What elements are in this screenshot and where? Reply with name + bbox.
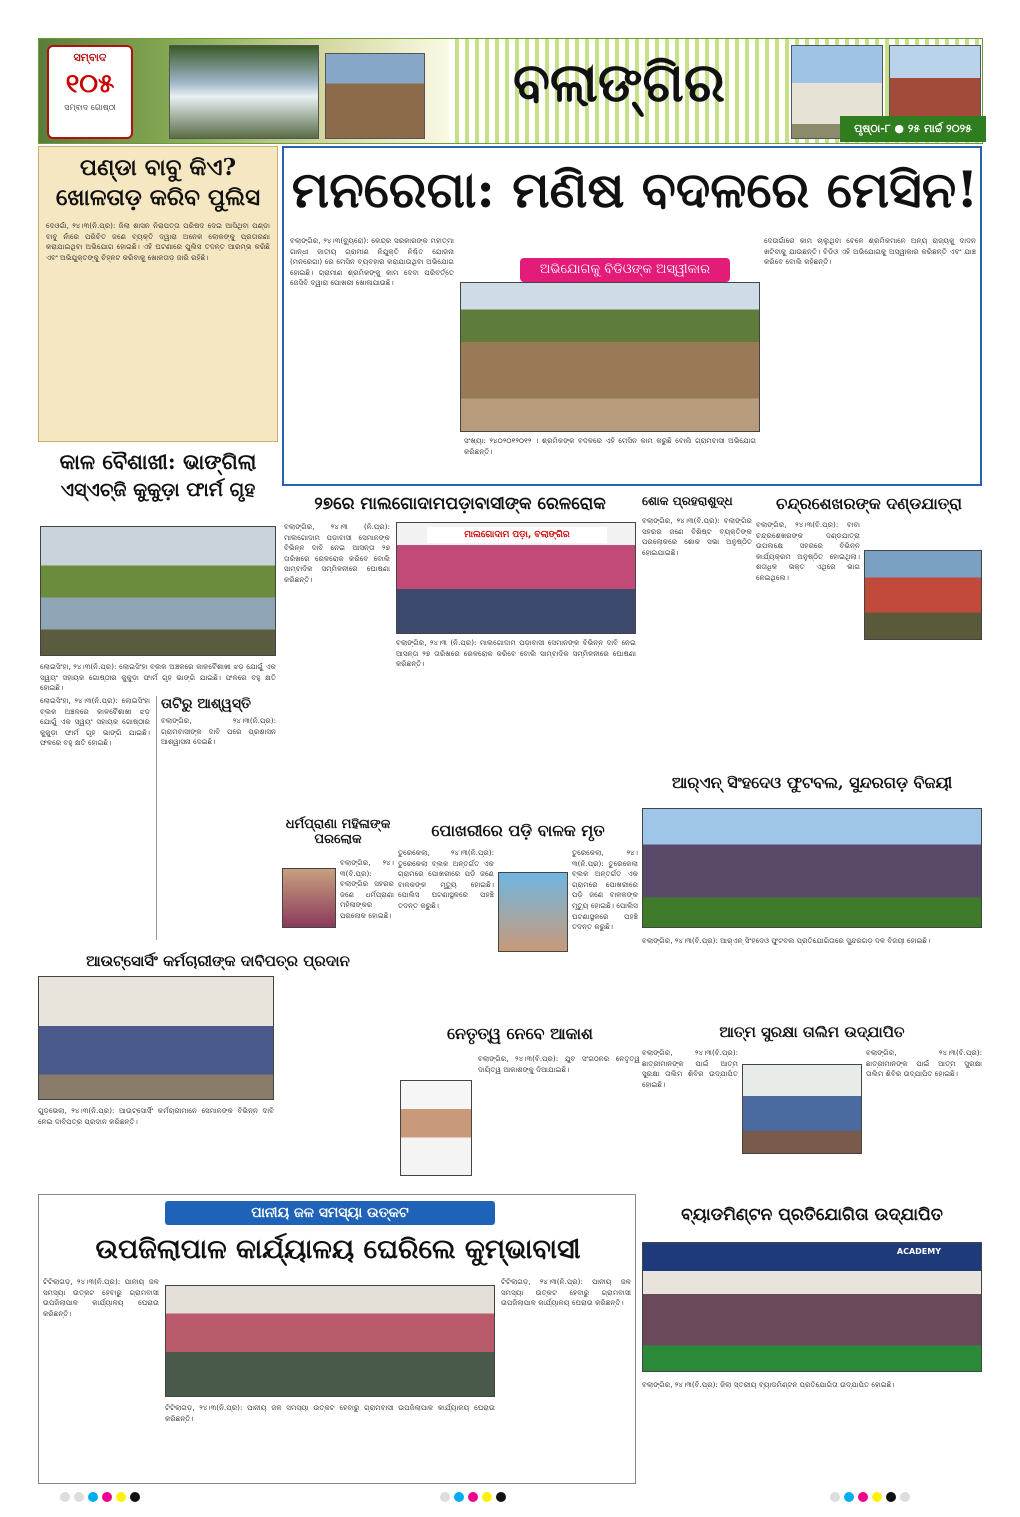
- article-football: [642, 768, 982, 988]
- reg-dot-black: [130, 1492, 140, 1502]
- headline-kalabaisakhi-1: କାଳ ବୈଶାଖୀ: ଭାଙ୍ଗିଲା: [59, 449, 257, 474]
- headline-badminton: ବ୍ୟାଡମିଣ୍ଟନ ପ୍ରତିଯୋଗିତା ଉଦ୍‌ଯାପିତ: [681, 1205, 943, 1225]
- procession-photo: [864, 550, 982, 640]
- article-water: [38, 1194, 636, 1484]
- boy-photo: [498, 872, 568, 952]
- body-water-left: ଟିଟିଲାଗଡ଼, ୨୪।୩(ନି.ପ୍ର): ପାନୀୟ ଜଳ ସମସ୍ୟା ଉତ୍କଟ ହେବାରୁ ଗ୍ରାମବାସୀ ଉପଜିଲାପାଳ କାର୍ଯ୍ୟାଳୟ ଘେରାଉ କରିଛନ୍ତି।: [43, 1277, 159, 1318]
- reg-dot-yellow: [116, 1492, 126, 1502]
- reg-dot-cyan: [88, 1492, 98, 1502]
- reg-dot-magenta: [102, 1492, 112, 1502]
- body-manrega-right: ଦେଉଗାଁରେ କାମ ଚାଲୁଥିବା ବେଳେ ଶ୍ରମିକମାନେ ଅନ୍ୟ ରାଜ୍ୟକୁ ଦାଦନ ଖଟିବାକୁ ଯାଉଛନ୍ତି। ବିଡିଓ ଏହି ଅଭିଯୋଗକୁ ଅସ୍ୱୀକାର କରିଛନ୍ତି ଏବଂ ଯାଞ୍ଚ କରିବେ ବୋଲି କହିଛନ୍ତି।: [764, 236, 976, 267]
- body-kalabaisakhi: ଲୋଇସିଂହା, ୨୪।୩(ନି.ପ୍ର): ଲୋଇସିଂହା ବ୍ଲକ ଅଞ୍ଚଳରେ କାଳବୈଶାଖୀ ଝଡ଼ ଯୋଗୁଁ ଏକ ସ୍ୱୟଂ ସହାୟକ ଗୋଷ୍ଠୀର କୁକୁଡ଼ା ଫାର୍ମ ଗୃହ ଭାଙ୍ଗି ଯାଇଛି। ଫଳରେ ବହୁ କ୍ଷତି ହୋଇଛି।: [40, 662, 276, 692]
- body-water-mid: ଟିଟିଲାଗଡ଼, ୨୪।୩(ନି.ପ୍ର): ପାନୀୟ ଜଳ ସମସ୍ୟା ଉତ୍କଟ ହେବାରୁ ଗ୍ରାମବାସୀ ଉପଜିଲାପାଳ କାର୍ଯ୍ୟାଳୟ ଘେରାଉ କରିଛନ୍ତି।: [165, 1403, 495, 1423]
- woman-portrait: [282, 868, 336, 928]
- newspaper-logo: [47, 45, 133, 139]
- reg-dot: [74, 1492, 84, 1502]
- edition-title: ବଲାଙ୍ଗିର: [513, 50, 725, 114]
- headline-dharmaprana-2: ପରଲୋକ: [314, 831, 362, 847]
- registration-marks-right: [830, 1490, 910, 1504]
- body-pokhari-left: ତୁରେକେଲା, ୨୪।୩(ନି.ପ୍ର): ତୁରେକେଲା ବ୍ଲକ ଅନ୍ତର୍ଗତ ଏକ ଗ୍ରାମରେ ପୋଖରୀରେ ପଡ଼ି ଜଣେ ବାଳକଙ୍କ ମୃତ୍ୟୁ ହୋଇଛି। ପୋଲିସ ଘଟଣାସ୍ଥଳରେ ପହଞ୍ଚି ତଦନ୍ତ କରୁଛି।: [398, 848, 494, 910]
- manrega-tag: ଅଭିଯୋଗକୁ ବିଡିଓଙ୍କ ଅସ୍ୱୀକାର: [520, 258, 730, 282]
- training-photo: [742, 1064, 862, 1154]
- body-badminton: ବଲାଙ୍ଗିର, ୨୪।୩(ବି.ପ୍ର): ଜିଲା ସ୍ତରୀୟ ବ୍ୟାଡମିଣ୍ଟନ ପ୍ରତିଯୋଗିତା ଉଦ୍‌ଯାପିତ ହୋଇଛି।: [642, 1380, 895, 1389]
- body-rail-left: ବଲାଙ୍ଗିର, ୨୪।୩ (ନି.ପ୍ର): ମାଲଗୋଦାମ ପଡ଼ାବାସୀ ସେମାନଙ୍କ ବିଭିନ୍ନ ଦାବି ନେଇ ଆସନ୍ତା ୨୭ ତାରିଖରେ ରେଳରୋକ କରିବେ ବୋଲି ସାମ୍ବାଦିକ ସମ୍ମିଳନୀରେ ଘୋଷଣା କରିଛନ୍ତି।: [284, 522, 390, 584]
- article-rail: [282, 490, 638, 812]
- waterfall-photo: [169, 45, 319, 139]
- headline-pokhari: ପୋଖରୀରେ ପଡ଼ି ବାଳକ ମୃତ: [431, 821, 605, 840]
- registration-marks-left: [60, 1490, 140, 1504]
- body-outsourcing: ଗୁଡ଼ଭେଲା, ୨୪।୩(ନି.ପ୍ର): ଆଉଟ୍‌ସୋର୍ସିଂ କର୍ମଚାରୀମାନେ ସେମାନଙ୍କ ବିଭିନ୍ନ ଦାବି ନେଇ ଦାବିପତ୍ର ପ୍ରଦାନ କରିଛନ୍ତି।: [38, 1106, 274, 1126]
- reg-dot-black: [496, 1492, 506, 1502]
- headline-manrega: ମନରେଗା: ମଣିଷ ବଦଳରେ ମେସିନ!: [291, 160, 979, 219]
- article-pokhari: [398, 818, 638, 1018]
- body-pokhari-right: ତୁରେକେଲା, ୨୪।୩(ନି.ପ୍ର): ତୁରେକେଲା ବ୍ଲକ ଅନ୍ତର୍ଗତ ଏକ ଗ୍ରାମରେ ପୋଖରୀରେ ପଡ଼ି ଜଣେ ବାଳକଙ୍କ ମୃତ୍ୟୁ ହୋଇଛି। ପୋଲିସ ଘଟଣାସ୍ଥଳରେ ପହଞ୍ଚି ତଦନ୍ତ କରୁଛି।: [572, 848, 638, 932]
- body-tatiru: ବଲାଙ୍ଗିର, ୨୪।୩(ନି.ପ୍ର): ଗ୍ରାମବାସୀଙ୍କ ଦାବି ପରେ ପ୍ରଶାସନ ଆଶ୍ୱାସନା ଦେଇଛି।: [161, 716, 276, 747]
- logo-line1: ସମ୍ବାଦ: [73, 51, 107, 64]
- body-atmasuraksha-left: ବଲାଙ୍ଗିର, ୨୪।୩(ବି.ପ୍ର): ଛାତ୍ରୀମାନଙ୍କ ପାଇଁ ଆତ୍ମ ସୁରକ୍ଷା ତାଲିମ ଶିବିର ଉଦ୍‌ଯାପିତ ହୋଇଛି।: [642, 1048, 738, 1089]
- reg-dot-yellow: [872, 1492, 882, 1502]
- headline-outsourcing: ଆଉଟ୍‌ସୋର୍ସିଂ କର୍ମଚାରୀଙ୍କ ଦାବିପତ୍ର ପ୍ରଦାନ: [86, 952, 350, 970]
- reg-dot-black: [886, 1492, 896, 1502]
- article-badminton: [642, 1200, 982, 1484]
- logo-number: ୧୦୫: [65, 69, 115, 99]
- body-kalabaisakhi-cont: ଲୋଇସିଂହା, ୨୪।୩(ନି.ପ୍ର): ଲୋଇସିଂହା ବ୍ଲକ ଅଞ୍ଚଳରେ କାଳବୈଶାଖୀ ଝଡ଼ ଯୋଗୁଁ ଏକ ସ୍ୱୟଂ ସହାୟକ ଗୋଷ୍ଠୀର କୁକୁଡ଼ା ଫାର୍ମ ଗୃହ ଭାଙ୍ଗି ଯାଇଛି। ଫଳରେ ବହୁ କ୍ଷତି ହୋଇଛି।: [40, 696, 150, 748]
- headline-akash: ନେତୃତ୍ୱ ନେବେ ଆକାଶ: [447, 1024, 593, 1043]
- body-manrega-left: ବଲାଙ୍ଗିର, ୨୪।୩(ବ୍ୟୁରୋ): କେନ୍ଦ୍ର ସରକାରଙ୍କ ମହାତ୍ମା ଗାନ୍ଧୀ ଜାତୀୟ ଗ୍ରାମୀଣ ନିଯୁକ୍ତି ନିଶ୍ଚିତ ଯୋଜନା (ମନରେଗା) ରେ ମେସିନ ବ୍ୟବହାର କରାଯାଉଥିବା ଅଭିଯୋଗ ହୋଇଛି। ଗ୍ରାମୀଣ ଶ୍ରମିକଙ୍କୁ କାମ ଦେବା ପରିବର୍ତ୍ତେ ଜେସିବି ଦ୍ୱାରା ପୋଖରୀ ଖୋଳାଯାଉଛି।: [290, 236, 454, 288]
- body-football: ବଲାଙ୍ଗିର, ୨୪।୩(ବି.ପ୍ର): ଆର୍‌ଏନ୍ ସିଂହଦେଓ ଫୁଟବଲ ପ୍ରତିଯୋଗିତାରେ ସୁନ୍ଦରଗଡ଼ ଦଳ ବିଜୟୀ ହୋଇଛି।: [642, 936, 931, 945]
- akash-portrait: [400, 1080, 472, 1176]
- article-akash: [400, 1020, 640, 1190]
- logo-line3: ସମ୍ବାଦ ଗୋଷ୍ଠୀ: [64, 103, 116, 112]
- headline-shok: ଶୋକ ପ୍ରହରାଶୁଦ୍ଧ: [642, 494, 733, 508]
- football-team-photo: [642, 808, 982, 928]
- reg-dot: [60, 1492, 70, 1502]
- sub-article-tatiru: [156, 696, 276, 940]
- article-kalabaisakhi: [38, 450, 278, 950]
- reg-dot: [830, 1492, 840, 1502]
- headline-dharmaprana-1: ଧର୍ମପ୍ରାଣା ମହିଳାଙ୍କ: [285, 817, 391, 832]
- body-water-right: ଟିଟିଲାଗଡ଼, ୨୪।୩(ନି.ପ୍ର): ପାନୀୟ ଜଳ ସମସ୍ୟା ଉତ୍କଟ ହେବାରୁ ଗ୍ରାମବାସୀ ଉପଜିଲାପାଳ କାର୍ଯ୍ୟାଳୟ ଘେରାଉ କରିଛନ୍ତି।: [501, 1277, 631, 1308]
- article-shok: [642, 490, 752, 812]
- headline-rail: ୨୭ରେ ମାଲଗୋଦାମପଡ଼ାବାସୀଙ୍କ ରେଳରୋକ: [314, 494, 606, 514]
- protest-photo: [165, 1285, 495, 1397]
- badminton-group-photo: [642, 1242, 982, 1372]
- temple-photo: [325, 53, 425, 139]
- body-dharmaprana: ବଲାଙ୍ଗିର, ୨୪।୩(ବି.ପ୍ର): ବଲାଙ୍ଗିର ସହରର ଜଣେ ଧର୍ମପ୍ରାଣା ମହିଳାଙ୍କର ପରଲୋକ ହୋଇଛି।: [340, 858, 394, 920]
- headline-water: ଉପଜିଲାପାଳ କାର୍ଯ୍ୟାଳୟ ଘେରିଲେ କୁମ୍ଭାବାସୀ: [95, 1234, 581, 1265]
- body-akash: ବଲାଙ୍ଗିର, ୨୪।୩(ବି.ପ୍ର): ଯୁବ ସଂଗଠନର ନେତୃତ୍ୱ ଦାୟିତ୍ୱ ଆକାଶଙ୍କୁ ଦିଆଯାଇଛି।: [478, 1054, 640, 1074]
- headline-atmasuraksha: ଆତ୍ମ ସୁରକ୍ଷା ତାଲିମ ଉଦ୍‌ଯାପିତ: [719, 1023, 905, 1041]
- body-panda: ଦେଓଗାଁ, ୨୪।୩(ନି.ପ୍ର): ଜିଲା ଶାସନ ନିରାପତ୍ତା ପରିଷଦ ଦେଇ ଆସିଥିବା ପଣ୍ଡା ବାବୁ ନାଁରେ ପରିଚିତ ଜଣେ ବ୍ୟକ୍ତି ଦ୍ୱାରା ଅନେକ ଲୋକଙ୍କୁ ପ୍ରତାରଣା କରାଯାଇଥିବା ଅଭିଯୋଗ ହୋଇଛି। ଏହି ଘଟଣାରେ ପୁଲିସ ତଦନ୍ତ ଆରମ୍ଭ କରିଛି ଏବଂ ଅଭିଯୁକ୍ତଙ୍କୁ ଚିହ୍ନଟ କରିବାକୁ ଖୋଳତାଡ଼ ଜାରି ରହିଛି।: [46, 221, 270, 262]
- banner-malgodam: ମାଲଗୋଦାମ ପଡ଼ା, ବଲାଙ୍ଗିର: [427, 527, 607, 543]
- body-rail-right: ବଲାଙ୍ଗିର, ୨୪।୩ (ନି.ପ୍ର): ମାଲଗୋଦାମ ପଡ଼ାବାସୀ ସେମାନଙ୍କ ବିଭିନ୍ନ ଦାବି ନେଇ ଆସନ୍ତା ୨୭ ତାରିଖରେ ରେଳରୋକ କରିବେ ବୋଲି ସାମ୍ବାଦିକ ସମ୍ମିଳନୀରେ ଘୋଷଣା କରିଛନ୍ତି।: [396, 638, 636, 669]
- reg-dot-cyan: [454, 1492, 464, 1502]
- reg-dot-magenta: [468, 1492, 478, 1502]
- banner-water: ପାନୀୟ ଜଳ ସମସ୍ୟା ଉତ୍କଟ: [165, 1201, 495, 1225]
- headline-tatiru: ତାଟିରୁ ଆଶ୍ୱସ୍ତି: [161, 696, 251, 712]
- article-outsourcing: [38, 948, 398, 1188]
- academy-banner-text: ACADEMY: [896, 1247, 941, 1256]
- reg-dot: [900, 1492, 910, 1502]
- registration-marks-center: [440, 1490, 506, 1504]
- memorandum-photo: [38, 976, 274, 1100]
- reg-dot-magenta: [858, 1492, 868, 1502]
- body-manrega-mid: ସଂଖ୍ୟା: ୨୪୦୨୦୧୨୦୧୨ । ଶ୍ରମିକଙ୍କ ବଦଳରେ ଏହି ମେସିନ କାମ କରୁଛି ବୋଲି ଗ୍ରାମବାସୀ ଅଭିଯୋଗ କରିଛନ୍ତି।: [464, 436, 756, 456]
- article-chandrashekhar: [756, 490, 982, 766]
- collapsed-shed-photo: [40, 526, 276, 656]
- body-atmasuraksha-right: ବଲାଙ୍ଗିର, ୨୪।୩(ବି.ପ୍ର): ଛାତ୍ରୀମାନଙ୍କ ପାଇଁ ଆତ୍ମ ସୁରକ୍ଷା ତାଲିମ ଶିବିର ଉଦ୍‌ଯାପିତ ହୋଇଛି।: [866, 1048, 982, 1079]
- page-info: ପୃଷ୍ଠା-୮ ● ୨୫ ମାର୍ଚ୍ଚ ୨୦୨୫: [840, 116, 986, 142]
- article-atmasuraksha: [642, 1020, 982, 1190]
- headline-panda: ପଣ୍ଡା ବାବୁ କିଏ? ଖୋଳତାଡ଼ କରିବ ପୁଲିସ: [55, 154, 261, 211]
- reg-dot: [440, 1492, 450, 1502]
- body-chandrashekhar: ବଲାଙ୍ଗିର, ୨୪।୩(ବି.ପ୍ର): ବାବା ଚନ୍ଦ୍ରଶେଖରଙ୍କ ଦଣ୍ଡଯାତ୍ରା ଉପଲକ୍ଷେ ସହରରେ ବିଭିନ୍ନ କାର୍ଯ୍ୟକ୍ରମ ଅନୁଷ୍ଠିତ ହୋଇଥିଲା। ଶତାଧିକ ଭକ୍ତ ଏଥିରେ ଭାଗ ନେଇଥିଲେ।: [756, 520, 860, 582]
- press-meet-photo: [396, 522, 636, 634]
- excavator-photo: [460, 282, 760, 432]
- body-shok: ବଲାଙ୍ଗିର, ୨୪।୩(ବି.ପ୍ର): ବଲାଙ୍ଗିର ସହରର ଜଣେ ବିଶିଷ୍ଟ ବ୍ୟକ୍ତିଙ୍କ ପରଲୋକରେ ଶୋକ ସଭା ଅନୁଷ୍ଠିତ ହୋଇଯାଇଛି।: [642, 516, 752, 557]
- reg-dot-cyan: [844, 1492, 854, 1502]
- article-panda: [38, 146, 278, 442]
- headline-kalabaisakhi-2: ଏସ୍‌ଏଚ୍‌ଜି କୁକୁଡ଼ା ଫାର୍ମ ଗୃହ: [60, 479, 256, 502]
- headline-football: ଆର୍‌ଏନ୍ ସିଂହଦେଓ ଫୁଟବଲ, ସୁନ୍ଦରଗଡ଼ ବିଜୟୀ: [671, 773, 953, 792]
- reg-dot-yellow: [482, 1492, 492, 1502]
- headline-chandrashekhar: ଚନ୍ଦ୍ରଶେଖରଙ୍କ ଦଣ୍ଡଯାତ୍ରା: [776, 494, 962, 513]
